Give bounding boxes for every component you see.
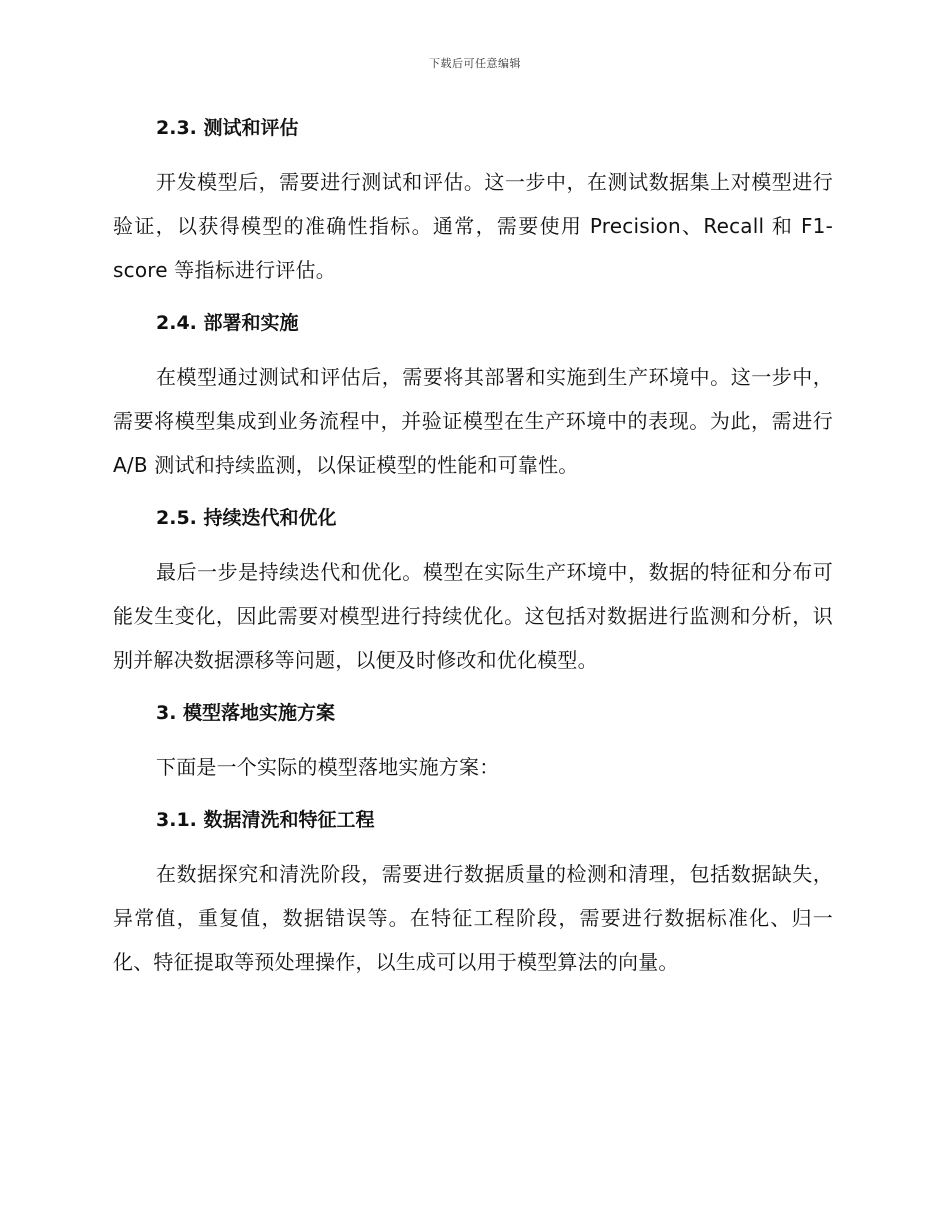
section-heading-2-3: 2.3. 测试和评估 <box>156 117 299 139</box>
running-header: 下载后可任意编辑 <box>429 57 521 70</box>
document-body <box>113 110 833 984</box>
section-heading-3-1: 3.1. 数据清洗和特征工程 <box>156 809 375 831</box>
section-heading-2-4: 2.4. 部署和实施 <box>156 312 299 334</box>
section-heading-3: 3. 模型落地实施方案 <box>156 702 336 724</box>
section-heading-2-5: 2.5. 持续迭代和优化 <box>156 507 337 529</box>
section-paragraph-3-1: 在数据探究和清洗阶段，需要进行数据质量的检测和清理，包括数据缺失，异常值，重复值，数据错误等。在特征工程阶段，需要进行数据标准化、归一化、特征提取等预处理操作，以生成可以用于模型算法的向量。 <box>113 862 833 974</box>
section-paragraph-3: 下面是一个实际的模型落地实施方案： <box>156 755 500 779</box>
section-paragraph-2-4: 在模型通过测试和评估后，需要将其部署和实施到生产环境中。这一步中，需要将模型集成到业务流程中，并验证模型在生产环境中的表现。为此，需进行 A/B 测试和持续监测，以保证模型的性能和可靠性。 <box>113 365 833 477</box>
section-paragraph-2-5: 最后一步是持续迭代和优化。模型在实际生产环境中，数据的特征和分布可能发生变化，因此需要对模型进行持续优化。这包括对数据进行监测和分析，识别并解决数据漂移等问题，以便及时修改和优化模型。 <box>113 560 833 672</box>
section-paragraph-2-3: 开发模型后，需要进行测试和评估。这一步中，在测试数据集上对模型进行验证，以获得模型的准确性指标。通常，需要使用 Precision、Recall 和 F1-score 等指标进行评估。 <box>113 170 833 282</box>
